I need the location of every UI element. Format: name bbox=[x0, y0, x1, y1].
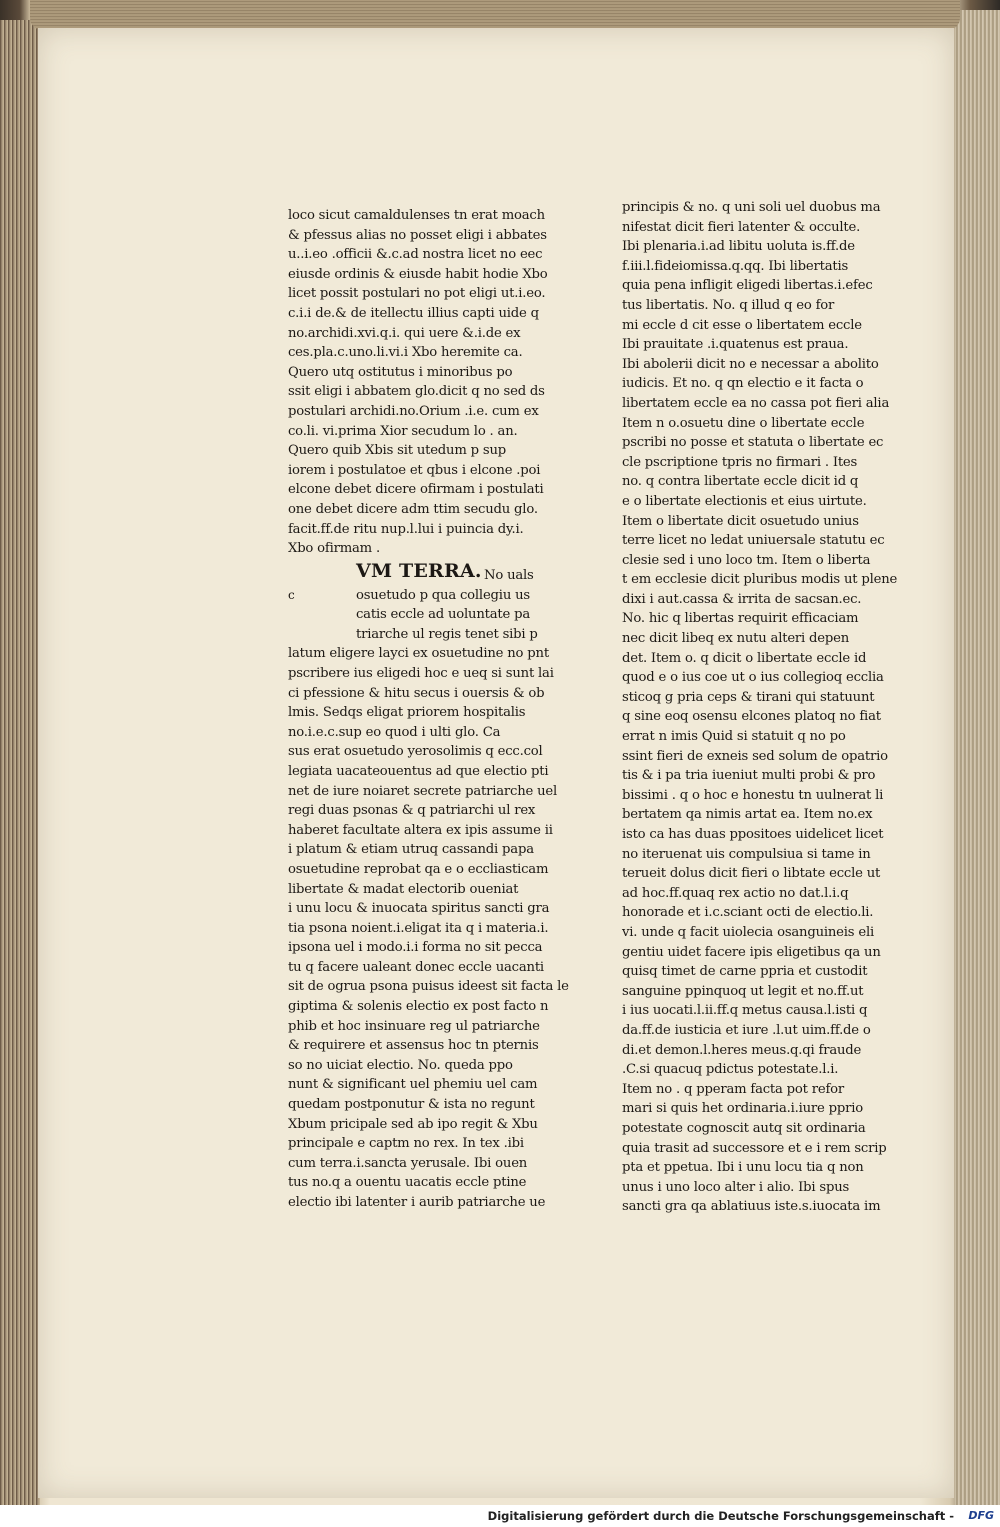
text-line: so no uiciat electio. No. queda ppo bbox=[288, 1057, 513, 1073]
text-line: isto ca has duas ppositoes uidelicet licet bbox=[622, 827, 884, 842]
footer-credit: Digitalisierung gefördert durch die Deutsche Forschungsgemeinschaft - bbox=[487, 1509, 954, 1523]
text-line: regi duas psonas & q patriarchi ul rex bbox=[288, 803, 536, 819]
text-line: tus libertatis. No. q illud q eo for bbox=[622, 297, 835, 313]
text-line: f.iii.l.fideiomissa.q.qq. Ibi libertatis bbox=[622, 258, 849, 274]
text-line: honorade et i.c.sciant octi de electio.li. bbox=[622, 905, 874, 921]
text-line: i platum & etiam utruq cassandi papa bbox=[288, 842, 534, 858]
text-line: principis & no. q uni soli uel duobus ma bbox=[622, 200, 881, 215]
text-line: Ibi prauitate .i.quatenus est praua. bbox=[622, 337, 849, 353]
text-line: electio ibi latenter i aurib patriarche ue bbox=[288, 1195, 546, 1210]
text-line: Ibi abolerii dicit no e necessar a abolito bbox=[622, 356, 879, 372]
guide-letter: c bbox=[288, 588, 295, 602]
text-line: q sine eoq osensu elcones platoq no fiat bbox=[622, 709, 881, 725]
text-line: quia pena infligit eligedi libertas.i.efec bbox=[622, 278, 873, 294]
footer-bar bbox=[0, 1505, 1000, 1527]
text-line: catis eccle ad uoluntate pa bbox=[356, 607, 531, 623]
text-line: Xbo ofirmam . bbox=[288, 541, 380, 557]
right-column bbox=[622, 198, 904, 1217]
text-line: phib et hoc insinuare reg ul patriarche bbox=[288, 1018, 540, 1034]
text-line: lmis. Sedqs eligat priorem hospitalis bbox=[288, 705, 526, 721]
book-top-edge bbox=[30, 0, 960, 30]
text-line: clesie sed i uno loco tm. Item o liberta bbox=[622, 552, 871, 568]
text-line: i ius uocati.l.ii.ff.q metus causa.l.isti q bbox=[622, 1003, 868, 1019]
text-line: triarche ul regis tenet sibi p bbox=[356, 626, 538, 642]
text-line: sit de ogrua psona puisus ideest sit facta le bbox=[288, 979, 569, 995]
text-line: Item no . q pperam facta pot refor bbox=[622, 1081, 844, 1097]
text-line: quedam postponutur & ista no regunt bbox=[288, 1097, 535, 1113]
text-line: legiata uacateouentus ad que electio pti bbox=[288, 763, 549, 779]
text-line: osuetudine reprobat qa e o eccliasticam bbox=[288, 861, 549, 877]
text-line: da.ff.de iusticia et iure .l.ut uim.ff.de o bbox=[622, 1022, 871, 1038]
text-line: sticoq g pria ceps & tirani qui statuunt bbox=[622, 689, 875, 705]
text-line: Quero quib Xbis sit utedum p sup bbox=[288, 443, 506, 459]
text-line: mari si quis het ordinaria.i.iure pprio bbox=[622, 1101, 863, 1117]
text-line: ces.pla.c.uno.li.vi.i Xbo heremite ca. bbox=[288, 345, 523, 361]
text-line: principale e captm no rex. In tex .ibi bbox=[288, 1136, 524, 1152]
text-line: No. hic q libertas requirit efficaciam bbox=[622, 611, 859, 627]
text-line: Item n o.osuetu dine o libertate eccle bbox=[622, 415, 865, 431]
text-line: det. Item o. q dicit o libertate eccle id bbox=[622, 650, 867, 666]
text-line: Ibi plenaria.i.ad libitu uoluta is.ff.de bbox=[622, 239, 855, 255]
text-line: sus erat osuetudo yerosolimis q ecc.col bbox=[288, 744, 543, 760]
text-line: errat n imis Quid si statuit q no po bbox=[622, 729, 846, 745]
text-line: pscribere ius eligedi hoc e ueq si sunt lai bbox=[288, 665, 554, 681]
text-line: unus i uno loco alter i alio. Ibi spus bbox=[622, 1179, 850, 1195]
text-line: c.i.i de.& de itellectu illius capti uide q bbox=[288, 305, 539, 321]
text-line: osuetudo p qua collegiu us bbox=[356, 587, 530, 603]
text-line: libertate & madat electorib oueniat bbox=[288, 881, 519, 897]
text-line: loco sicut camaldulenses tn erat moach bbox=[288, 208, 545, 223]
text-line: postulari archidi.no.Orium .i.e. cum ex bbox=[288, 403, 539, 419]
text-line: giptima & solenis electio ex post facto n bbox=[288, 999, 549, 1015]
text-line: & requirere et assensus hoc tn pternis bbox=[288, 1038, 539, 1054]
text-line: Xbum pricipale sed ab ipo regit & Xbu bbox=[288, 1116, 538, 1132]
text-line: .C.si quacuq pdictus potestate.l.i. bbox=[622, 1062, 839, 1078]
text-line: terre licet no ledat uniuersale statutu ec bbox=[622, 533, 885, 549]
text-line: no.archidi.xvi.q.i. qui uere &.i.de ex bbox=[288, 325, 521, 341]
dfg-logo[interactable]: DFG bbox=[968, 1509, 994, 1522]
text-line: libertatem eccle ea no cassa pot fieri alia bbox=[622, 395, 890, 411]
left-column-top bbox=[288, 206, 553, 559]
text-line: Quero utq ostitutus i minoribus po bbox=[288, 364, 513, 380]
text-line: facit.ff.de ritu nup.l.lui i puincia dy.i. bbox=[288, 521, 524, 537]
text-line: haberet facultate altera ex ipis assume ii bbox=[288, 822, 553, 838]
text-line: quia trasit ad successore et e i rem scrip bbox=[622, 1140, 887, 1156]
left-column-section-lines bbox=[288, 586, 569, 1213]
text-line: ci pfessione & hitu secus i ouersis & ob bbox=[288, 685, 545, 701]
text-line: terueit dolus dicit fieri o libtate eccle ut bbox=[622, 866, 881, 882]
text-line: quisq timet de carne ppria et custodit bbox=[622, 964, 868, 980]
text-line: cle pscriptione tpris no firmari . Ites bbox=[622, 454, 858, 470]
text-line: sanguine ppinquoq ut legit et no.ff.ut bbox=[622, 983, 864, 999]
text-line: latum eligere layci ex osuetudine no pnt bbox=[288, 646, 549, 662]
text-line: eiusde ordinis & eiusde habit hodie Xbo bbox=[288, 266, 548, 282]
text-line: one debet dicere adm ttim secudu glo. bbox=[288, 501, 538, 517]
text-line: bertatem qa nimis artat ea. Item no.ex bbox=[622, 807, 873, 823]
text-line: elcone debet dicere ofirmam i postulati bbox=[288, 482, 544, 498]
section-heading-rest: No uals bbox=[484, 568, 534, 583]
text-line: ipsona uel i modo.i.i forma no sit pecca bbox=[288, 940, 543, 956]
text-line: licet possit postulari no pot eligi ut.i.eo. bbox=[288, 286, 546, 302]
text-line: iudicis. Et no. q qn electio e it facta o bbox=[622, 376, 864, 392]
text-line: u..i.eo .officii &.c.ad nostra licet no eec bbox=[288, 247, 543, 263]
text-line: tia psona noient.i.eligat ita q i materia.i. bbox=[288, 920, 549, 936]
text-line: tu q facere ualeant donec eccle uacanti bbox=[288, 959, 544, 975]
text-line: & pfessus alias no posset eligi i abbates bbox=[288, 227, 547, 243]
text-line: cum terra.i.sancta yerusale. Ibi ouen bbox=[288, 1155, 528, 1171]
text-line: nifestat dicit fieri latenter & occulte. bbox=[622, 219, 861, 235]
text-line: tus no.q a ouentu uacatis eccle ptine bbox=[288, 1175, 527, 1191]
text-line: no. q contra libertate eccle dicit id q bbox=[622, 474, 859, 490]
text-line: i unu locu & inuocata spiritus sancti gra bbox=[288, 901, 550, 917]
text-line: quod e o ius coe ut o ius collegioq ecclia bbox=[622, 670, 884, 686]
text-line: ssit eligi i abbatem glo.dicit q no sed ds bbox=[288, 384, 545, 400]
text-line: mi eccle d cit esse o libertatem eccle bbox=[622, 317, 862, 333]
text-line: no.i.e.c.sup eo quod i ulti glo. Ca bbox=[288, 724, 501, 740]
book-left-edge bbox=[0, 20, 40, 1505]
text-line: tis & i pa tria iueniut multi probi & pro bbox=[622, 768, 876, 784]
text-line: no iteruenat uis compulsiua si tame in bbox=[622, 846, 871, 862]
text-line: gentiu uidet facere ipis eligetibus qa un bbox=[622, 944, 881, 960]
text-line: potestate cognoscit autq sit ordinaria bbox=[622, 1120, 866, 1136]
text-line: vi. unde q facit uiolecia osanguineis eli bbox=[622, 924, 875, 940]
text-line: pscribi no posse et statuta o libertate ec bbox=[622, 435, 884, 451]
text-line: net de iure noiaret secrete patriarche uel bbox=[288, 783, 557, 799]
text-line: e o libertate electionis et eius uirtute. bbox=[622, 493, 867, 509]
left-column-section bbox=[288, 560, 569, 1213]
book-right-edge bbox=[955, 10, 1000, 1505]
text-line: nunt & significant uel phemiu uel cam bbox=[288, 1077, 538, 1093]
text-line: di.et demon.l.heres meus.q.qi fraude bbox=[622, 1042, 862, 1058]
text-line: ssint fieri de exneis sed solum de opatrio bbox=[622, 748, 888, 764]
text-line: co.li. vi.prima Xior secudum lo . an. bbox=[288, 423, 518, 439]
section-heading: VM TERRA. bbox=[356, 560, 482, 582]
text-line: bissimi . q o hoc e honestu tn uulnerat li bbox=[622, 787, 884, 803]
text-line: ad hoc.ff.quaq rex actio no dat.l.i.q bbox=[622, 885, 849, 901]
text-line: t em ecclesie dicit pluribus modis ut plene bbox=[622, 572, 898, 588]
text-line: dixi i aut.cassa & irrita de sacsan.ec. bbox=[622, 591, 862, 607]
text-line: Item o libertate dicit osuetudo unius bbox=[622, 513, 859, 529]
text-line: pta et ppetua. Ibi i unu locu tia q non bbox=[622, 1160, 864, 1176]
text-line: iorem i postulatoe et qbus i elcone .poi bbox=[288, 462, 541, 478]
text-line: sancti gra qa ablatiuus iste.s.iuocata im bbox=[622, 1199, 881, 1215]
text-line: nec dicit libeq ex nutu alteri depen bbox=[622, 631, 850, 647]
